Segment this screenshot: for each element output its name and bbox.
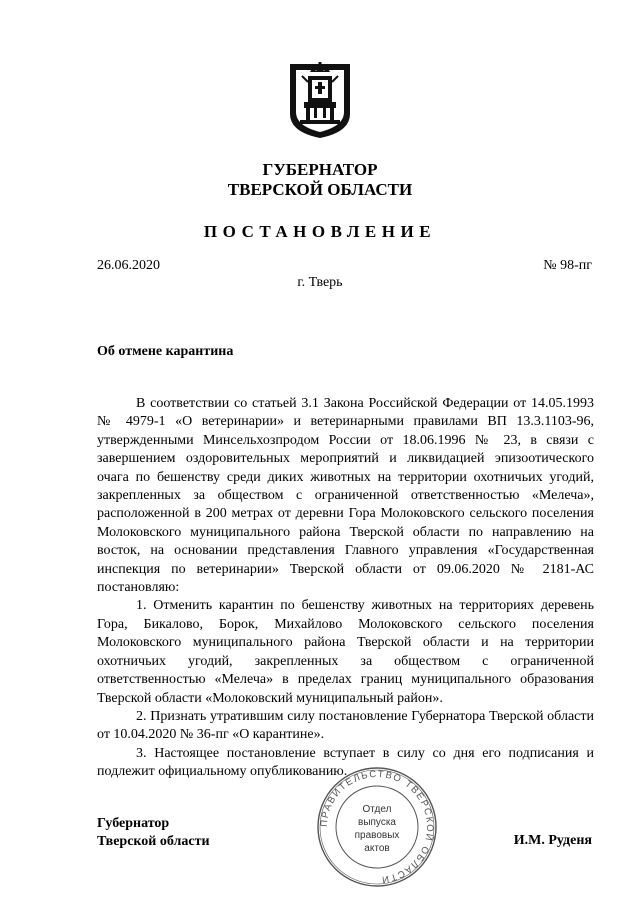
issuer-title-line2: ТВЕРСКОЙ ОБЛАСТИ [227, 180, 413, 199]
stamp-ring-text: ПРАВИТЕЛЬСТВО ТВЕРСКОЙ ОБЛАСТИ [318, 768, 436, 885]
document-number: № 98-пг [543, 258, 592, 273]
document-date: 26.06.2020 [97, 258, 160, 273]
item-3-paragraph: 3. Настоящее постановление вступает в силу со дня его подписания и подлежит официальному опубликованию. [97, 745, 594, 780]
stamp-center-line3: правовых [354, 830, 400, 841]
stamp-center-text [316, 803, 438, 855]
signatory-title [97, 815, 210, 851]
document-city: г. Тверь [297, 275, 343, 290]
document-body [97, 395, 594, 782]
item-2-paragraph: 2. Признать утратившим силу постановление Губернатора Тверской области от 10.04.2020 № 36-пг «О карантине». [97, 708, 594, 743]
stamp-center-line4: актов [364, 843, 390, 854]
signatory-title-line2: Тверской области [97, 834, 210, 849]
signatory-name: И.М. Руденя [513, 833, 592, 848]
tver-coat-of-arms-icon [288, 62, 352, 140]
document-subject: Об отмене карантина [97, 344, 234, 359]
document-type: ПОСТАНОВЛЕНИЕ [203, 222, 437, 241]
stamp-center-line2: выпуска [358, 817, 396, 828]
preamble-paragraph: В соответствии со статьей 3.1 Закона Российской Федерации от 14.05.1993 № 4979-1 «О ветеринарии» и ветеринарными правилами ВП 13.3.1103-96, утвержденными Минсельхозпродом России от 18.06.1996 № 23, в связи с завершением оздоровительных мероприятий и ликвидацией эпизоотического очага по бешенству среди диких животных на территории охотничьих угодий, закрепленных за обществом с ограниченной ответственностью «Мелеча», расположенной в 200 метрах от деревни Гора Молоковского сельского поселения Молоковского муниципального района Тверской области по направлению на восток, на основании представления Главного управления «Государственная инспекция по ветеринарии» Тверской области от 09.06.2020 № 2181-АС постановляю: [97, 396, 594, 596]
stamp-center-line1: Отдел [362, 804, 392, 815]
signatory-title-line1: Губернатор [97, 816, 170, 831]
item-1-paragraph: 1. Отменить карантин по бешенству животных на территориях деревень Гора, Бикалово, Борок, Михайлово Молоковского сельского поселения Молоковского муниципального района Тверской области и на территории охотничьих угодий, закрепленных за обществом с ограниченной ответственностью «Мелеча» в пределах границ муниципального образования Тверской области «Молоковский муниципальный район». [97, 598, 594, 706]
issuer-title-line1: ГУБЕРНАТОР [262, 160, 378, 179]
